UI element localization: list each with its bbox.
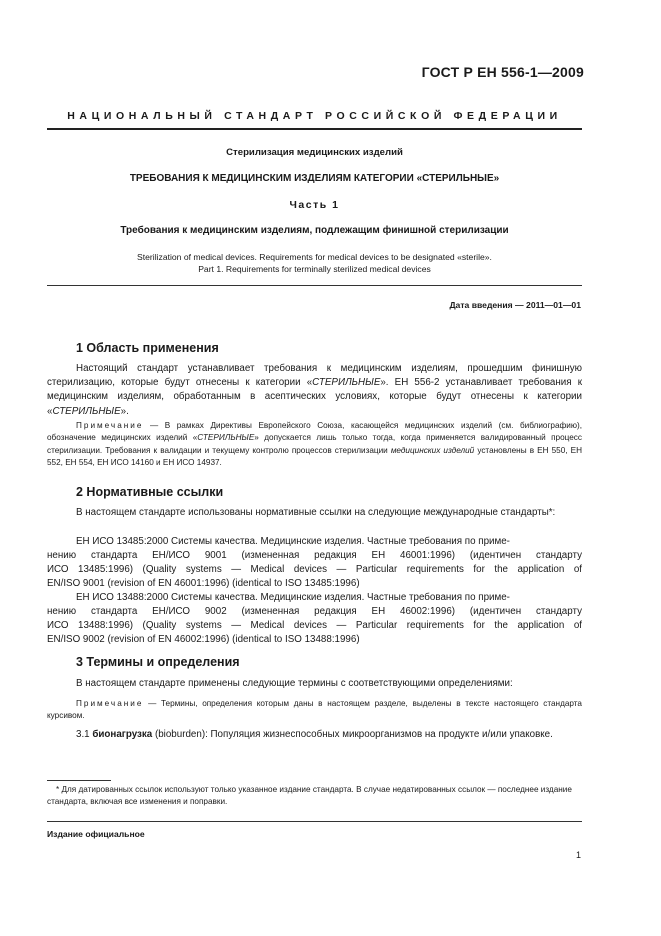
reference-1-line4: EN/ISO 9001 (revision of EN 46001:1996) (identical to ISO 13485:1996) — [47, 578, 360, 589]
title-part: Часть 1 — [289, 199, 340, 211]
reference-2-line2: нению стандарта ЕН/ИСО 9002 (измененная редакция ЕН 46002:1996) (идентичен стандарту — [47, 606, 582, 617]
title-english-line2: Part 1. Requirements for terminally sterilized medical devices — [198, 264, 431, 274]
section-3-note: Примечание — Термины, определения которым даны в настоящем разделе, выделены в тексте настоящего стандарта курсивом. — [47, 699, 582, 721]
footnote: * Для датированных ссылок используют только указанное издание стандарта. В случае недатированных ссылок — последнее издание стандарта, включая все изменения и поправки. — [47, 785, 572, 807]
header-divider — [47, 128, 582, 130]
section-1-note: Примечание — В рамках Директивы Европейского Союза, касающейся медицинских изделий (см. библиографию), обозначение медицинских изделий «СТЕРИЛЬНЫЕ» допускается лишь только тогда, когда применяется валидированный процесс стерилизации. Требования к валидации и текущему контролю процессов стерилизации медицинских изделий установлены в ЕН 550, ЕН 552, ЕН 554, ЕН ИСО 14160 и ЕН ИСО 14937. — [47, 421, 583, 467]
section-3-paragraph: В настоящем стандарте применены следующие термины с соответствующими определениями: — [76, 678, 513, 689]
reference-1-line1: ЕН ИСО 13485:2000 Системы качества. Медицинские изделия. Частные требования по приме- — [76, 536, 510, 547]
page-number: 1 — [575, 850, 581, 860]
section-2-paragraph: В настоящем стандарте использованы нормативные ссылки на следующие международные стандарты*: — [76, 507, 556, 518]
footnote-divider — [47, 780, 111, 781]
title-general: Стерилизация медицинских изделий — [226, 147, 403, 158]
footer-divider — [47, 821, 582, 822]
title-divider — [47, 285, 582, 286]
reference-2-line3: ИСО 13488:1996) (Quality systems — Medical devices — Particular requirements for the application of — [47, 620, 582, 631]
term-bioburden: 3.1 бионагрузка (bioburden): Популяция жизнеспособных микроорганизмов на продукте и/или упаковке. — [76, 729, 553, 740]
introduction-date: Дата введения — 2011—01—01 — [449, 300, 581, 310]
title-main: ТРЕБОВАНИЯ К МЕДИЦИНСКИМ ИЗДЕЛИЯМ КАТЕГОРИИ «СТЕРИЛЬНЫЕ» — [129, 173, 500, 184]
official-edition-label: Издание официальное — [47, 829, 145, 839]
title-part-subject: Требования к медицинским изделиям, подлежащим финишной стерилизации — [120, 225, 509, 236]
section-1-heading: 1 Область применения — [76, 341, 219, 355]
reference-2-line1: ЕН ИСО 13488:2000 Системы качества. Медицинские изделия. Частные требования по приме- — [76, 592, 510, 603]
reference-1-line2: нению стандарта ЕН/ИСО 9001 (измененная редакция ЕН 46001:1996) (идентичен стандарту — [47, 550, 582, 561]
reference-2-line4: EN/ISO 9002 (revision of EN 46002:1996) (identical to ISO 13488:1996) — [47, 634, 360, 645]
section-2-heading: 2 Нормативные ссылки — [76, 485, 224, 499]
title-english-line1: Sterilization of medical devices. Requirements for medical devices to be designated «sterile». — [137, 252, 492, 262]
national-standard-banner: НАЦИОНАЛЬНЫЙ СТАНДАРТ РОССИЙСКОЙ ФЕДЕРАЦИИ — [67, 110, 562, 122]
section-3-heading: 3 Термины и определения — [76, 655, 240, 669]
document-code: ГОСТ Р ЕН 556-1—2009 — [421, 64, 584, 80]
section-1-paragraph: Настоящий стандарт устанавливает требования к медицинским изделиям, прошедшим финишную стерилизацию, которые будут отнесены к категории «СТЕРИЛЬНЫЕ». ЕН 556-2 устанавливает требования к медицинским изделиям, обработанным в асептических условиях, которые будут отнесены к категории «СТЕРИЛЬНЫЕ». — [47, 363, 582, 417]
reference-1-line3: ИСО 13485:1996) (Quality systems — Medical devices — Particular requirements for the application of — [47, 564, 582, 575]
